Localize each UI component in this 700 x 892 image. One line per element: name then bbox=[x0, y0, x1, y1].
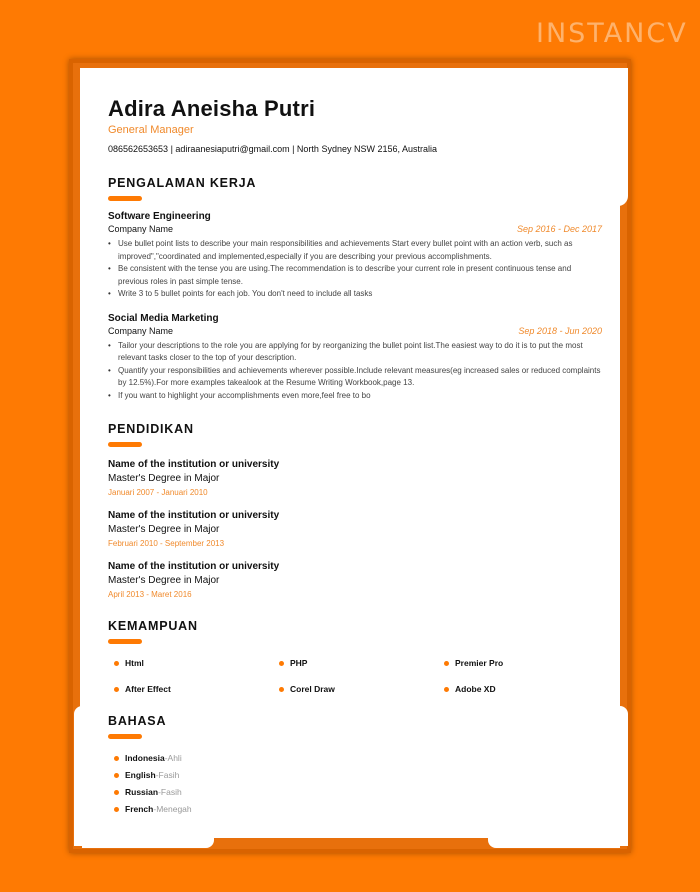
education-entry bbox=[108, 561, 602, 599]
skill-label: Premier Pro bbox=[455, 658, 504, 668]
section-title: BAHASA bbox=[108, 714, 167, 728]
logo-text: INSTAN bbox=[536, 18, 647, 49]
bullet-item: • Tailor your descriptions to the role you are applying for by reorganizing the bullet point list.The easiest way to do it is to put the most relevant tasks closer to the top of your description. bbox=[108, 340, 602, 365]
bullet-item: • Write 3 to 5 bullet points for each job. You don't need to include all tasks bbox=[108, 288, 602, 301]
bullet-dot-icon bbox=[444, 687, 449, 692]
section-underline bbox=[108, 734, 142, 739]
language-name: Indonesia bbox=[125, 753, 165, 763]
language-name: English bbox=[125, 770, 156, 780]
degree: Master's Degree in Major bbox=[108, 575, 220, 586]
paper-tab-bottom-left bbox=[82, 838, 214, 848]
candidate-role: General Manager bbox=[108, 124, 194, 136]
job-date: Sep 2016 - Dec 2017 bbox=[516, 224, 602, 234]
bullet-dot-icon bbox=[114, 687, 119, 692]
company-name: Company Name bbox=[108, 325, 174, 336]
section-underline bbox=[108, 639, 142, 644]
company-name: Company Name bbox=[108, 224, 174, 234]
bullet-dot-icon bbox=[114, 790, 119, 795]
bullet-dot-icon bbox=[444, 661, 449, 666]
education-date: Februari 2010 - September 2013 bbox=[108, 539, 225, 548]
instancv-logo bbox=[536, 18, 688, 49]
skill-item bbox=[444, 658, 609, 668]
paper-tab-bottom-right bbox=[488, 838, 620, 848]
section-underline bbox=[108, 196, 142, 201]
language-level: Fasih bbox=[160, 787, 182, 797]
contact-info: 086562653653 | adiraanesiaputri@gmail.com | North Sydney NSW 2156, Australia bbox=[108, 144, 437, 154]
job-meta bbox=[108, 326, 602, 336]
section-title: PENGALAMAN KERJA bbox=[108, 176, 257, 190]
experience-section bbox=[108, 176, 602, 402]
job-entry bbox=[108, 211, 602, 301]
language-item bbox=[108, 804, 602, 814]
logo-mark: CV bbox=[646, 18, 688, 49]
skill-item bbox=[114, 658, 279, 668]
job-bullets bbox=[108, 238, 602, 301]
candidate-name: Adira Aneisha Putri bbox=[108, 96, 316, 121]
bullet-dot-icon bbox=[114, 773, 119, 778]
languages-section bbox=[108, 714, 602, 814]
institution-name: Name of the institution or university bbox=[108, 459, 280, 470]
bullet-dot-icon bbox=[114, 661, 119, 666]
job-bullets bbox=[108, 340, 602, 403]
skills-grid bbox=[108, 658, 602, 694]
skill-item bbox=[114, 684, 279, 694]
skill-label: Html bbox=[125, 658, 144, 668]
language-level: Fasih bbox=[158, 770, 180, 780]
skill-item bbox=[279, 684, 444, 694]
paper-tab-right bbox=[618, 706, 628, 846]
degree: Master's Degree in Major bbox=[108, 473, 220, 484]
section-title: PENDIDIKAN bbox=[108, 422, 194, 436]
job-meta bbox=[108, 224, 602, 234]
language-item bbox=[108, 753, 602, 763]
skill-item bbox=[279, 658, 444, 668]
education-entry bbox=[108, 510, 602, 548]
skill-item bbox=[444, 684, 609, 694]
language-separator: - bbox=[155, 770, 159, 780]
job-entry bbox=[108, 313, 602, 403]
education-section bbox=[108, 422, 602, 599]
paper-tab-left bbox=[74, 706, 82, 846]
institution-name: Name of the institution or university bbox=[108, 561, 280, 572]
institution-name: Name of the institution or university bbox=[108, 510, 280, 521]
language-separator: - bbox=[153, 804, 157, 814]
skill-label: PHP bbox=[290, 658, 308, 668]
resume-content bbox=[108, 96, 602, 821]
language-item bbox=[108, 770, 602, 780]
bullet-dot-icon bbox=[279, 661, 284, 666]
degree: Master's Degree in Major bbox=[108, 524, 220, 535]
language-level: Ahli bbox=[167, 753, 182, 763]
language-name: French bbox=[125, 804, 154, 814]
bullet-dot-icon bbox=[114, 807, 119, 812]
skills-section bbox=[108, 619, 602, 694]
education-date: April 2013 - Maret 2016 bbox=[108, 590, 192, 599]
bullet-item: • If you want to highlight your accomplishments even more,feel free to bo bbox=[108, 390, 602, 403]
education-date: Januari 2007 - Januari 2010 bbox=[108, 488, 208, 497]
job-date: Sep 2018 - Jun 2020 bbox=[518, 325, 602, 336]
language-item bbox=[108, 787, 602, 797]
bullet-item: • Quantify your responsibilities and achievements wherever possible.Include relevant measures(eg increased sales or reduced complaints by 12.5%).For more examples takealook at the Resume Writing Workbook,page 13. bbox=[108, 365, 602, 390]
language-list bbox=[108, 753, 602, 814]
education-entry bbox=[108, 459, 602, 497]
section-underline bbox=[108, 442, 142, 447]
skill-label: Corel Draw bbox=[290, 684, 335, 694]
bullet-dot-icon bbox=[279, 687, 284, 692]
skill-label: After Effect bbox=[125, 684, 171, 694]
language-separator: - bbox=[158, 787, 161, 797]
bullet-dot-icon bbox=[114, 756, 119, 761]
skill-label: Adobe XD bbox=[455, 684, 496, 694]
language-name: Russian bbox=[125, 787, 159, 797]
bullet-item: • Be consistent with the tense you are using.The recommendation is to describe your current role in present continuous tense and previous roles in past simple tense. bbox=[108, 263, 602, 288]
bullet-item: • Use bullet point lists to describe your main responsibilities and achievements Start every bullet point with an action verb, such as improved","coordinated and implemented,especially if you are describing your previous accomplishments. bbox=[108, 238, 602, 263]
language-level: Menegah bbox=[156, 804, 192, 814]
language-separator: - bbox=[164, 753, 168, 763]
section-title: KEMAMPUAN bbox=[108, 619, 198, 633]
paper-tab-top-right bbox=[612, 68, 628, 206]
job-title: Software Engineering bbox=[108, 211, 211, 222]
job-title: Social Media Marketing bbox=[108, 312, 219, 324]
resume-header bbox=[108, 96, 602, 154]
